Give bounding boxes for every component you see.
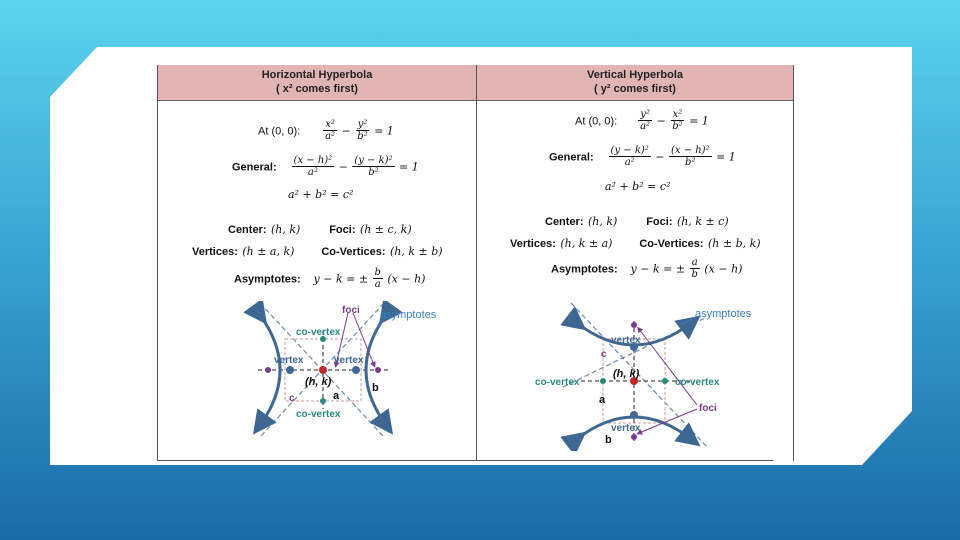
- frac-numerator: a: [691, 257, 698, 268]
- frac-denominator: b²: [357, 131, 368, 142]
- asymptotes-lhs: y − k = ±: [313, 272, 369, 286]
- right-center-row: [545, 212, 729, 230]
- foci-label: Foci:: [646, 216, 673, 228]
- vertical-header-title: Vertical Hyperbola: [587, 69, 683, 81]
- minus-sign: −: [655, 150, 665, 164]
- horizontal-hyperbola-diagram: [238, 301, 458, 441]
- frac-denominator: b²: [368, 167, 379, 178]
- equals-one: = 1: [399, 160, 419, 174]
- vertex-point: [630, 411, 638, 419]
- covertices-value: (h, k ± b): [390, 245, 443, 258]
- right-gen-frac2: [669, 145, 712, 168]
- left-origin-label: At (0, 0):: [258, 125, 301, 138]
- table-right-border: [793, 65, 794, 461]
- center-diagram-label: (h, k): [305, 376, 332, 388]
- frac-numerator: (y − k)²: [354, 155, 393, 166]
- covertices-value: (h ± b, k): [708, 237, 761, 250]
- frac-numerator: b: [374, 267, 381, 278]
- horizontal-header-title: Horizontal Hyperbola: [261, 69, 373, 81]
- right-origin-frac1: [638, 109, 652, 132]
- horizontal-header: [158, 65, 476, 101]
- right-general-equation: [549, 145, 736, 168]
- covertex-point: [320, 398, 326, 404]
- vertices-label: Vertices:: [510, 238, 556, 250]
- left-asymptotes-row: [234, 267, 425, 290]
- covertex-left-label: co-vertex: [535, 377, 580, 388]
- frac-denominator: a²: [640, 121, 651, 132]
- left-vertices-row: [192, 242, 443, 260]
- foci-value: (h, k ± c): [676, 215, 729, 228]
- frac-denominator: a²: [624, 157, 635, 168]
- covertices-label: Co-Vertices:: [639, 238, 704, 250]
- asymptotes-rhs: (x − h): [704, 262, 743, 276]
- frac-numerator: y²: [357, 119, 368, 130]
- vertex-top-label: vertex: [611, 335, 641, 346]
- b-label: b: [605, 434, 612, 446]
- minus-sign: −: [656, 114, 666, 128]
- center-label: Center:: [228, 224, 267, 236]
- asymptotes-label: Asymptotes:: [551, 263, 618, 276]
- center-value: (h, k): [270, 223, 301, 236]
- right-asymptotes-row: [551, 257, 742, 280]
- asymptotes-lhs: y − k = ±: [630, 262, 686, 276]
- vertices-value: (h ± a, k): [242, 245, 295, 258]
- left-center-row: [228, 220, 412, 238]
- frac-denominator: a²: [307, 167, 318, 178]
- covertex-bottom-label: co-vertex: [296, 409, 341, 420]
- covertex-right-label: co-vertex: [675, 377, 720, 388]
- foci-value: (h ± c, k): [359, 223, 412, 236]
- foci-pointer: [639, 409, 697, 433]
- left-gen-frac2: [352, 155, 394, 178]
- asymptotes-diagram-label: asymptotes: [695, 308, 752, 320]
- vertices-value: (h, k ± a): [560, 237, 613, 250]
- foci-label: Foci:: [329, 224, 356, 236]
- covertex-point: [662, 378, 668, 384]
- foci-diagram-label: foci: [342, 305, 360, 316]
- center-value: (h, k): [587, 215, 618, 228]
- center-diagram-label: (h, k): [613, 368, 640, 380]
- frac-denominator: a²: [325, 131, 336, 142]
- left-pythagorean-relation: a² + b² = c²: [288, 188, 354, 201]
- a-label: a: [333, 390, 340, 402]
- frac-numerator: y²: [640, 109, 650, 120]
- center-point: [319, 366, 327, 374]
- right-gen-frac1: [609, 145, 651, 168]
- minus-sign: −: [338, 160, 348, 174]
- b-label: b: [372, 382, 379, 394]
- left-origin-equation: [258, 119, 394, 142]
- vertical-header-subtitle: ( y² comes first): [594, 83, 676, 95]
- focus-point: [631, 322, 637, 328]
- frac-numerator: (y − k)²: [610, 145, 649, 156]
- vertex-point: [286, 366, 294, 374]
- a-label: a: [599, 394, 606, 406]
- left-general-equation: [232, 155, 419, 178]
- asymptote-slope: [373, 267, 383, 290]
- asymptotes-label: Asymptotes:: [234, 273, 301, 286]
- frac-denominator: b²: [672, 121, 683, 132]
- minus-sign: −: [341, 124, 351, 138]
- vertex-bottom-label: vertex: [611, 423, 641, 434]
- horizontal-column: [158, 101, 476, 461]
- left-general-label: General:: [232, 161, 277, 174]
- frac-numerator: (x − h)²: [293, 155, 333, 166]
- vertex-right-label: vertex: [334, 355, 364, 366]
- frac-denominator: b: [691, 269, 698, 280]
- left-origin-frac2: [355, 119, 369, 142]
- covertex-point: [600, 378, 606, 384]
- right-origin-frac2: [670, 109, 684, 132]
- foci-pointer: [639, 329, 697, 405]
- c-label: c: [601, 349, 607, 360]
- right-origin-label: At (0, 0):: [575, 115, 618, 128]
- right-origin-equation: [575, 109, 709, 132]
- left-origin-frac1: [323, 119, 337, 142]
- vertical-column: [477, 101, 793, 461]
- c-label: c: [289, 393, 295, 404]
- asymptote-slope: [690, 257, 700, 280]
- hyperbola-table: [157, 65, 794, 461]
- right-pythagorean-relation: a² + b² = c²: [605, 180, 671, 193]
- frac-numerator: x²: [672, 109, 683, 120]
- right-general-label: General:: [549, 151, 594, 164]
- covertex-top-label: co-vertex: [296, 327, 341, 338]
- focus-point: [375, 367, 381, 373]
- equals-one: = 1: [689, 114, 709, 128]
- right-vertices-row: [510, 234, 761, 252]
- vertical-hyperbola-diagram: [531, 301, 771, 451]
- frac-denominator: b²: [685, 157, 696, 168]
- focus-point: [631, 434, 637, 440]
- left-gen-frac1: [292, 155, 335, 178]
- frac-numerator: x²: [325, 119, 335, 130]
- vertical-header: [477, 65, 793, 101]
- foci-diagram-label: foci: [699, 403, 717, 414]
- equals-one: = 1: [374, 124, 394, 138]
- equals-one: = 1: [716, 150, 736, 164]
- horizontal-header-subtitle: ( x² comes first): [276, 83, 358, 95]
- center-label: Center:: [545, 216, 584, 228]
- focus-point: [265, 367, 271, 373]
- vertex-left-label: vertex: [274, 355, 304, 366]
- asymptotes-rhs: (x − h): [387, 272, 426, 286]
- frac-denominator: a: [374, 279, 381, 290]
- asymptotes-diagram-label: asymptotes: [380, 309, 437, 321]
- frac-numerator: (x − h)²: [670, 145, 710, 156]
- covertices-label: Co-Vertices:: [321, 246, 386, 258]
- vertex-point: [352, 366, 360, 374]
- vertices-label: Vertices:: [192, 246, 238, 258]
